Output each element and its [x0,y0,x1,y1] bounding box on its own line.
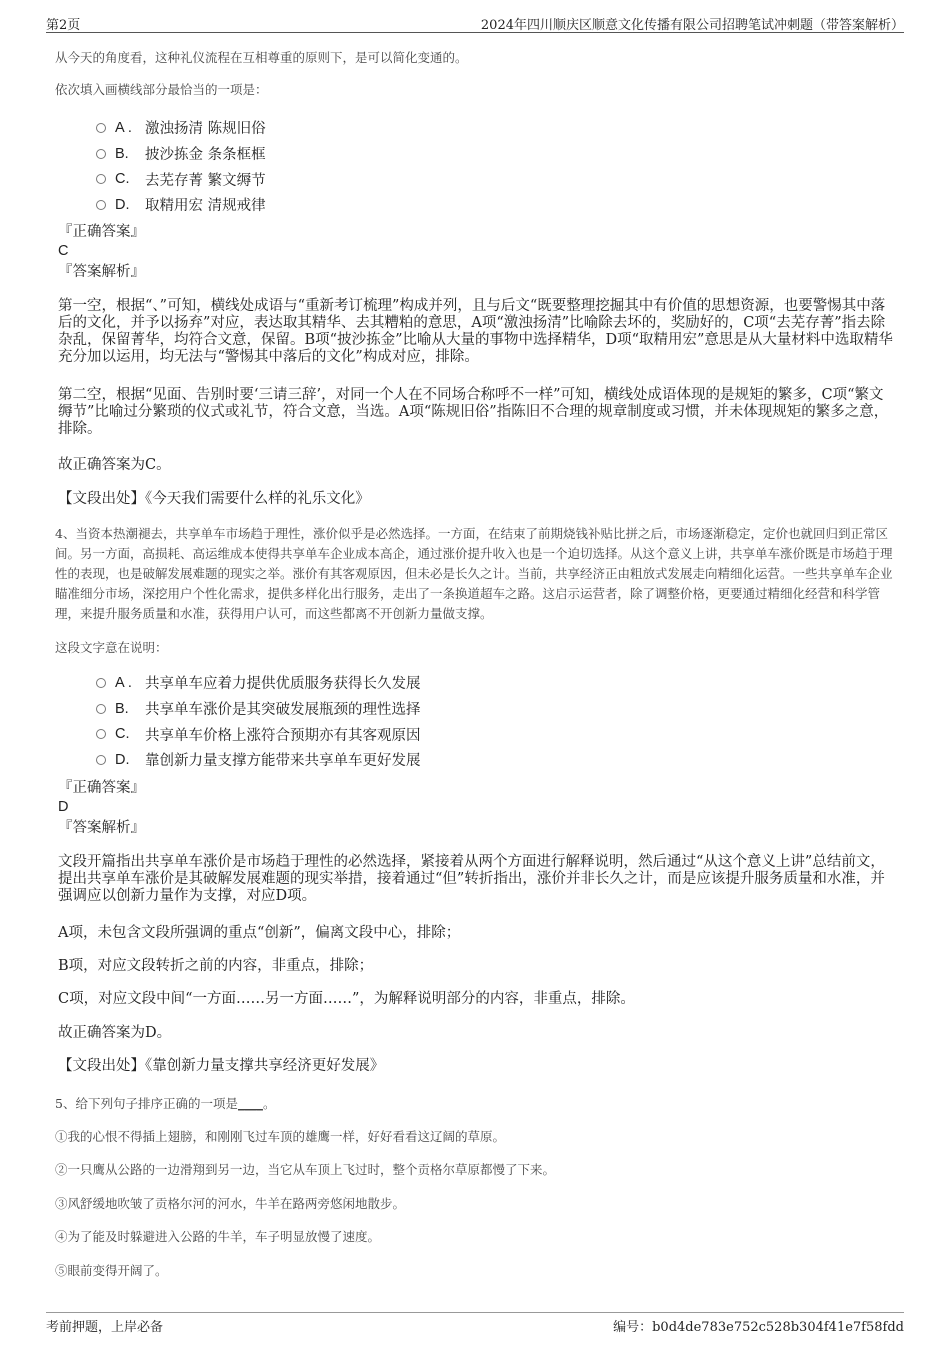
q4-analysis-3: B项，对应文段转折之前的内容，非重点，排除； [58,958,374,974]
radio-icon[interactable] [96,729,106,739]
q4-analysis-2: A项，未包含文段所强调的重点“创新”，偏离文段中心，排除； [58,925,461,941]
q4-answer: D [58,799,69,815]
q3-analysis-label: 『答案解析』 [58,264,145,280]
q5-sentence-3: ③风舒缓地吹皱了贡格尔河的河水，牛羊在路两旁悠闲地散步。 [55,1196,406,1211]
q3-analysis-2: 第二空，根据“见面、告别时要‘三请三辞’，对同一个人在不同场合称呼不一样”可知，横线处成语体现的是规矩的繁多，C项“繁文缛节”比喻过分繁琐的仪式或礼节，符合文意，当选。A项“陈规旧俗”指陈旧不合理的规章制度或习惯，并未体现规矩的繁多之意，排除。 [58,387,889,437]
radio-icon[interactable] [96,174,106,184]
q4-analysis-4: C项，对应文段中间“一方面……另一方面……”，为解释说明部分的内容，非重点，排除。 [58,991,635,1007]
radio-icon[interactable] [96,149,106,159]
q3-intro-tail: 从今天的角度看，这种礼仪流程在互相尊重的原则下，是可以简化变通的。 [55,50,468,65]
page-header [46,12,904,33]
answer-blank: ____ [237,1096,263,1111]
q4-option-c[interactable]: C. 共享单车价格上涨符合预期亦有其客观原因 [96,721,421,747]
q5-sentence-4: ④为了能及时躲避进入公路的牛羊，车子明显放慢了速度。 [55,1229,381,1244]
footer-slogan: 考前押题，上岸必备 [46,1320,164,1335]
q5-sentence-1: ①我的心恨不得插上翅膀，和刚刚飞过车顶的雄鹰一样，好好看看这辽阔的草原。 [55,1129,506,1144]
q5-sentence-2: ②一只鹰从公路的一边滑翔到另一边，当它从车顶上飞过时，整个贡格尔草原都慢了下来。 [55,1162,556,1177]
q3-answer-label: 『正确答案』 [58,224,145,240]
page-number: 第2页 [46,18,81,33]
q4-source: 【文段出处】《靠创新力量支撑共享经济更好发展》 [58,1058,385,1074]
document-id: 编号：b0d4de783e752c528b304f41e7f58fdd [613,1320,904,1335]
radio-icon[interactable] [96,123,106,133]
document-title: 2024年四川顺庆区顺意文化传播有限公司招聘笔试冲刺题（带答案解析） [480,18,904,33]
q4-stem: 4、当资本热潮褪去，共享单车市场趋于理性，涨价似乎是必然选择。一方面，在结束了前期烧钱补贴比拼之后，市场逐渐稳定，定价也就回归到正常区间。另一方面，高损耗、高运维成本使得共享单车企业成本高企，通过涨价提升收入也是一个迫切选择。从这个意义上讲，共享单车涨价既是市场趋于理性的表现，也是破解发展难题的现实之举。涨价有其客观原因，但未必是长久之计。当前，共享经济正由粗放式发展走向精细化运营。一些共享单车企业瞄准细分市场，深挖用户个性化需求，提供多样化出行服务，走出了一条换道超车之路。这启示运营者，除了调整价格，更要通过精细化经营和科学管理，来提升服务质量和水准，获得用户认可，而这些都离不开创新力量做支撑。 [55,526,893,621]
q3-analysis-1: 第一空，根据“、”可知，横线处成语与“重新考订梳理”构成并列，且与后文“既要整理挖掘其中有价值的思想资源，也要警惕其中落后的文化，并予以扬弃”对应，表达取其精华、去其糟粕的意思，A项“激浊扬清”比喻除去坏的，奖励好的，C项“去芜存菁”指去除杂乱，保留菁华，均符合文意，保留。B项“披沙拣金”比喻从大量的事物中选择精华，D项“取精用宏”意思是从大量材料中选取精华充分加以运用，均无法与“警惕其中落后的文化”构成对应，排除。 [58,298,893,365]
q4-prompt: 这段文字意在说明： [55,640,168,655]
q3-answer: C [58,243,69,259]
q4-answer-label: 『正确答案』 [58,780,145,796]
page-footer [46,1312,904,1335]
q4-conclusion: 故正确答案为D。 [58,1025,172,1041]
q5-sentence-5: ⑤眼前变得开阔了。 [55,1263,168,1278]
radio-icon[interactable] [96,678,106,688]
radio-icon[interactable] [96,200,106,210]
radio-icon[interactable] [96,704,106,714]
q3-option-d[interactable]: D. 取精用宏 清规戒律 [96,192,266,218]
q3-source: 【文段出处】《今天我们需要什么样的礼乐文化》 [58,491,370,507]
q4-analysis-label: 『答案解析』 [58,820,145,836]
q4-options [96,670,421,773]
q3-option-b[interactable]: B. 披沙拣金 条条框框 [96,141,266,167]
q4-analysis-1: 文段开篇指出共享单车涨价是市场趋于理性的必然选择，紧接着从两个方面进行解释说明，然后通过“从这个意义上讲”总结前文，提出共享单车涨价是其破解发展难题的现实举措，接着通过“但”转折指出，涨价并非长久之计，而是应该提升服务质量和水准，并强调应以创新力量作为支撑，对应D项。 [58,854,885,904]
q3-option-c[interactable]: C. 去芜存菁 繁文缛节 [96,166,266,192]
q3-conclusion: 故正确答案为C。 [58,457,171,473]
q5-stem: 5、给下列句子排序正确的一项是____。 [55,1096,276,1111]
q3-prompt: 依次填入画横线部分最恰当的一项是： [55,82,268,97]
radio-icon[interactable] [96,755,106,765]
q3-options [96,115,266,218]
q3-option-a[interactable]: A . 激浊扬清 陈规旧俗 [96,115,266,141]
q4-option-b[interactable]: B. 共享单车涨价是其突破发展瓶颈的理性选择 [96,696,421,722]
q4-option-a[interactable]: A . 共享单车应着力提供优质服务获得长久发展 [96,670,421,696]
q4-option-d[interactable]: D. 靠创新力量支撑方能带来共享单车更好发展 [96,747,421,773]
